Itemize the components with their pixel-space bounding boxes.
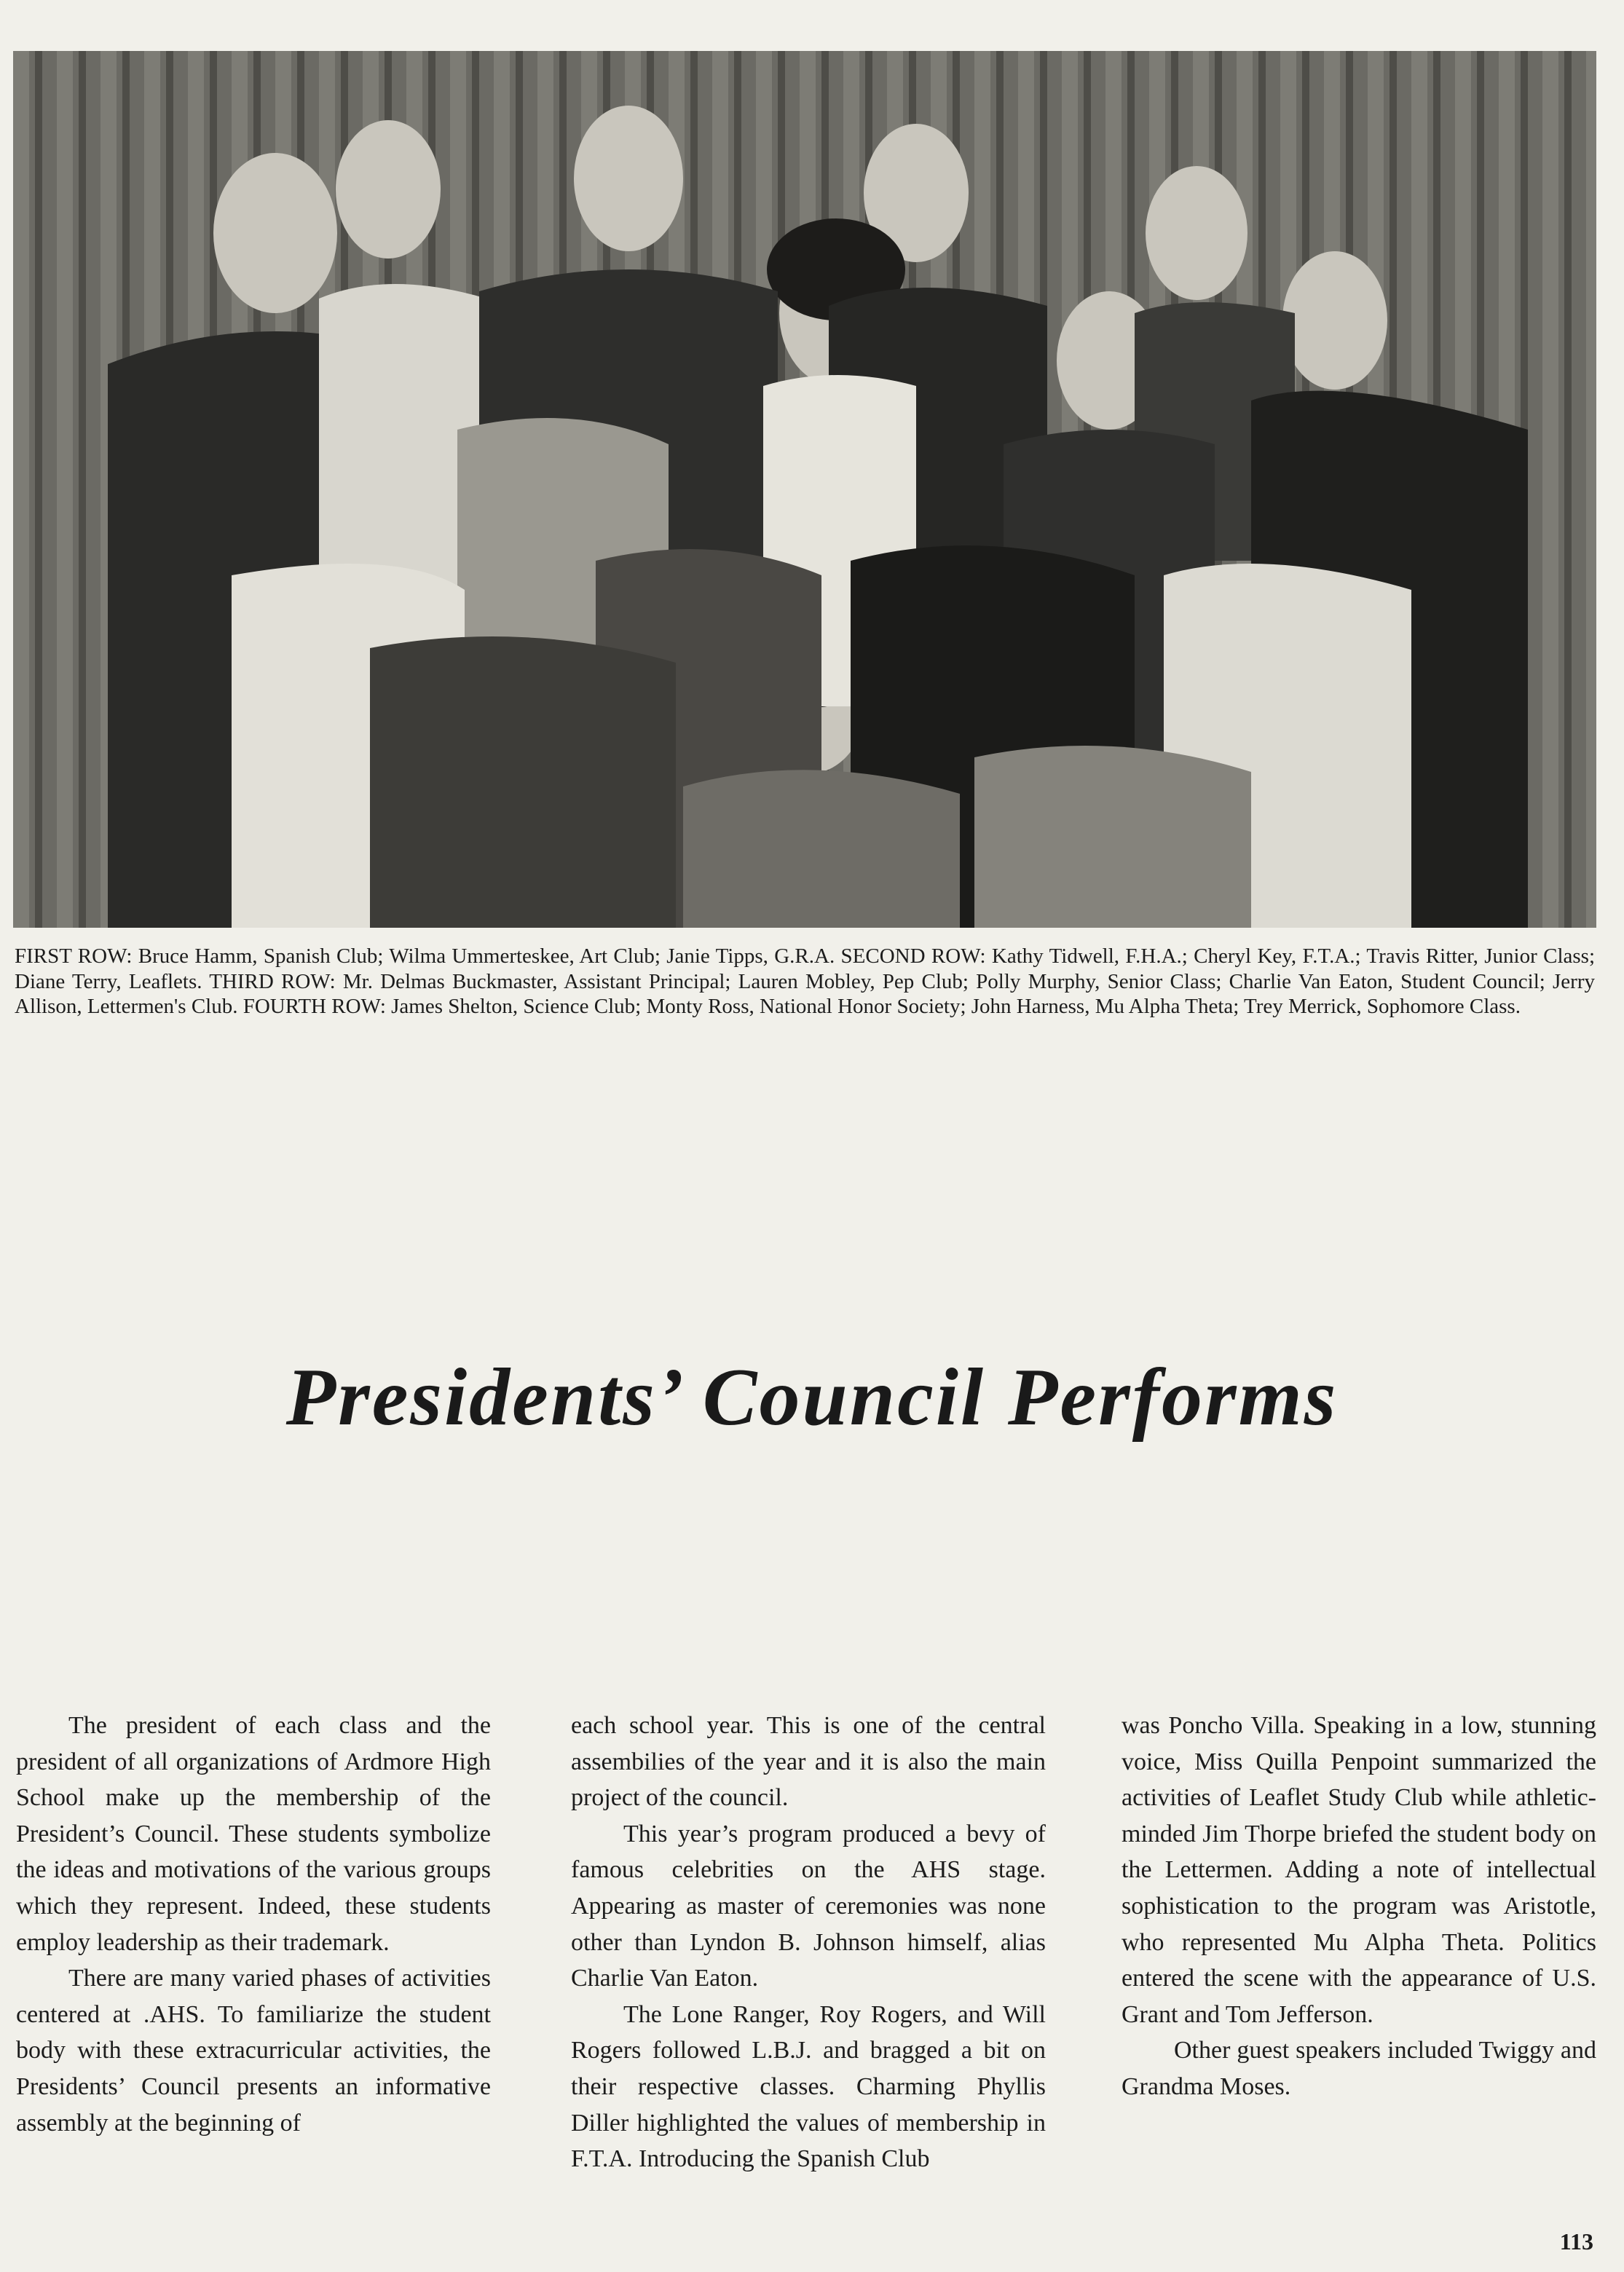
paragraph: The president of each class and the president of all organizations of Ardmore High School make up the membership of the President’s Council. These students symbolize the ideas and motivations of the various groups which they represent. Indeed, these students employ leadership as their trademark. <box>16 1712 491 1956</box>
group-photo-icon <box>13 51 1596 928</box>
group-photo <box>13 51 1596 928</box>
text-column-3 <box>1122 1708 1596 2105</box>
text-column-2 <box>571 1708 1046 2177</box>
paragraph: There are many varied phases of activities centered at .AHS. To familiarize the student body with these extracurricular activities, the Presidents’ Council presents an informative assembly at the beginning of <box>16 1965 491 2137</box>
paragraph: Other guest speakers included Twiggy and Grandma Moses. <box>1122 2037 1596 2100</box>
page-number: 113 <box>1559 2228 1593 2255</box>
paragraph: This year’s program produced a bevy of famous celebrities on the AHS stage. Appearing as master of ceremonies was none other than Lyndon B. Johnson himself, alias Charlie Van Eaton. <box>571 1820 1046 1992</box>
page-title: Presidents’ Council Performs <box>285 1352 1339 1443</box>
paragraph: The Lone Ranger, Roy Rogers, and Will Rogers followed L.B.J. and bragged a bit on their respective classes. Charming Phyllis Diller highlighted the values of membership in F.T.A. Introducing the Spanish Club <box>571 2000 1046 2173</box>
photo-caption: FIRST ROW: Bruce Hamm, Spanish Club; Wilma Ummerteskee, Art Club; Janie Tipps, G.R.A. SECOND ROW: Kathy Tidwell, F.H.A.; Cheryl Key, F.T.A.; Travis Ritter, Junior Class; Diane Terry, Leaflets. THIRD ROW: Mr. Delmas Buckmaster, Assistant Principal; Lauren Mobley, Pep Club; Polly Murphy, Senior Class; Charlie Van Eaton, Student Council; Jerry Allison, Lettermen's Club. FOURTH ROW: James Shelton, Science Club; Monty Ross, National Honor Society; John Harness, Mu Alpha Theta; Trey Merrick, Sophomore Class. <box>15 944 1595 1018</box>
text-column-1 <box>16 1708 491 2141</box>
paragraph: was Poncho Villa. Speaking in a low, stunning voice, Miss Quilla Penpoint summarized the activities of Leaflet Study Club while athletic-minded Jim Thorpe briefed the student body on the Lettermen. Adding a note of intellectual sophistication to the program was Aristotle, who represented Mu Alpha Theta. Politics entered the scene with the appearance of U.S. Grant and Tom Jefferson. <box>1122 1712 1596 2028</box>
paragraph: each school year. This is one of the central assembilies of the year and it is also the main project of the council. <box>571 1712 1046 1812</box>
